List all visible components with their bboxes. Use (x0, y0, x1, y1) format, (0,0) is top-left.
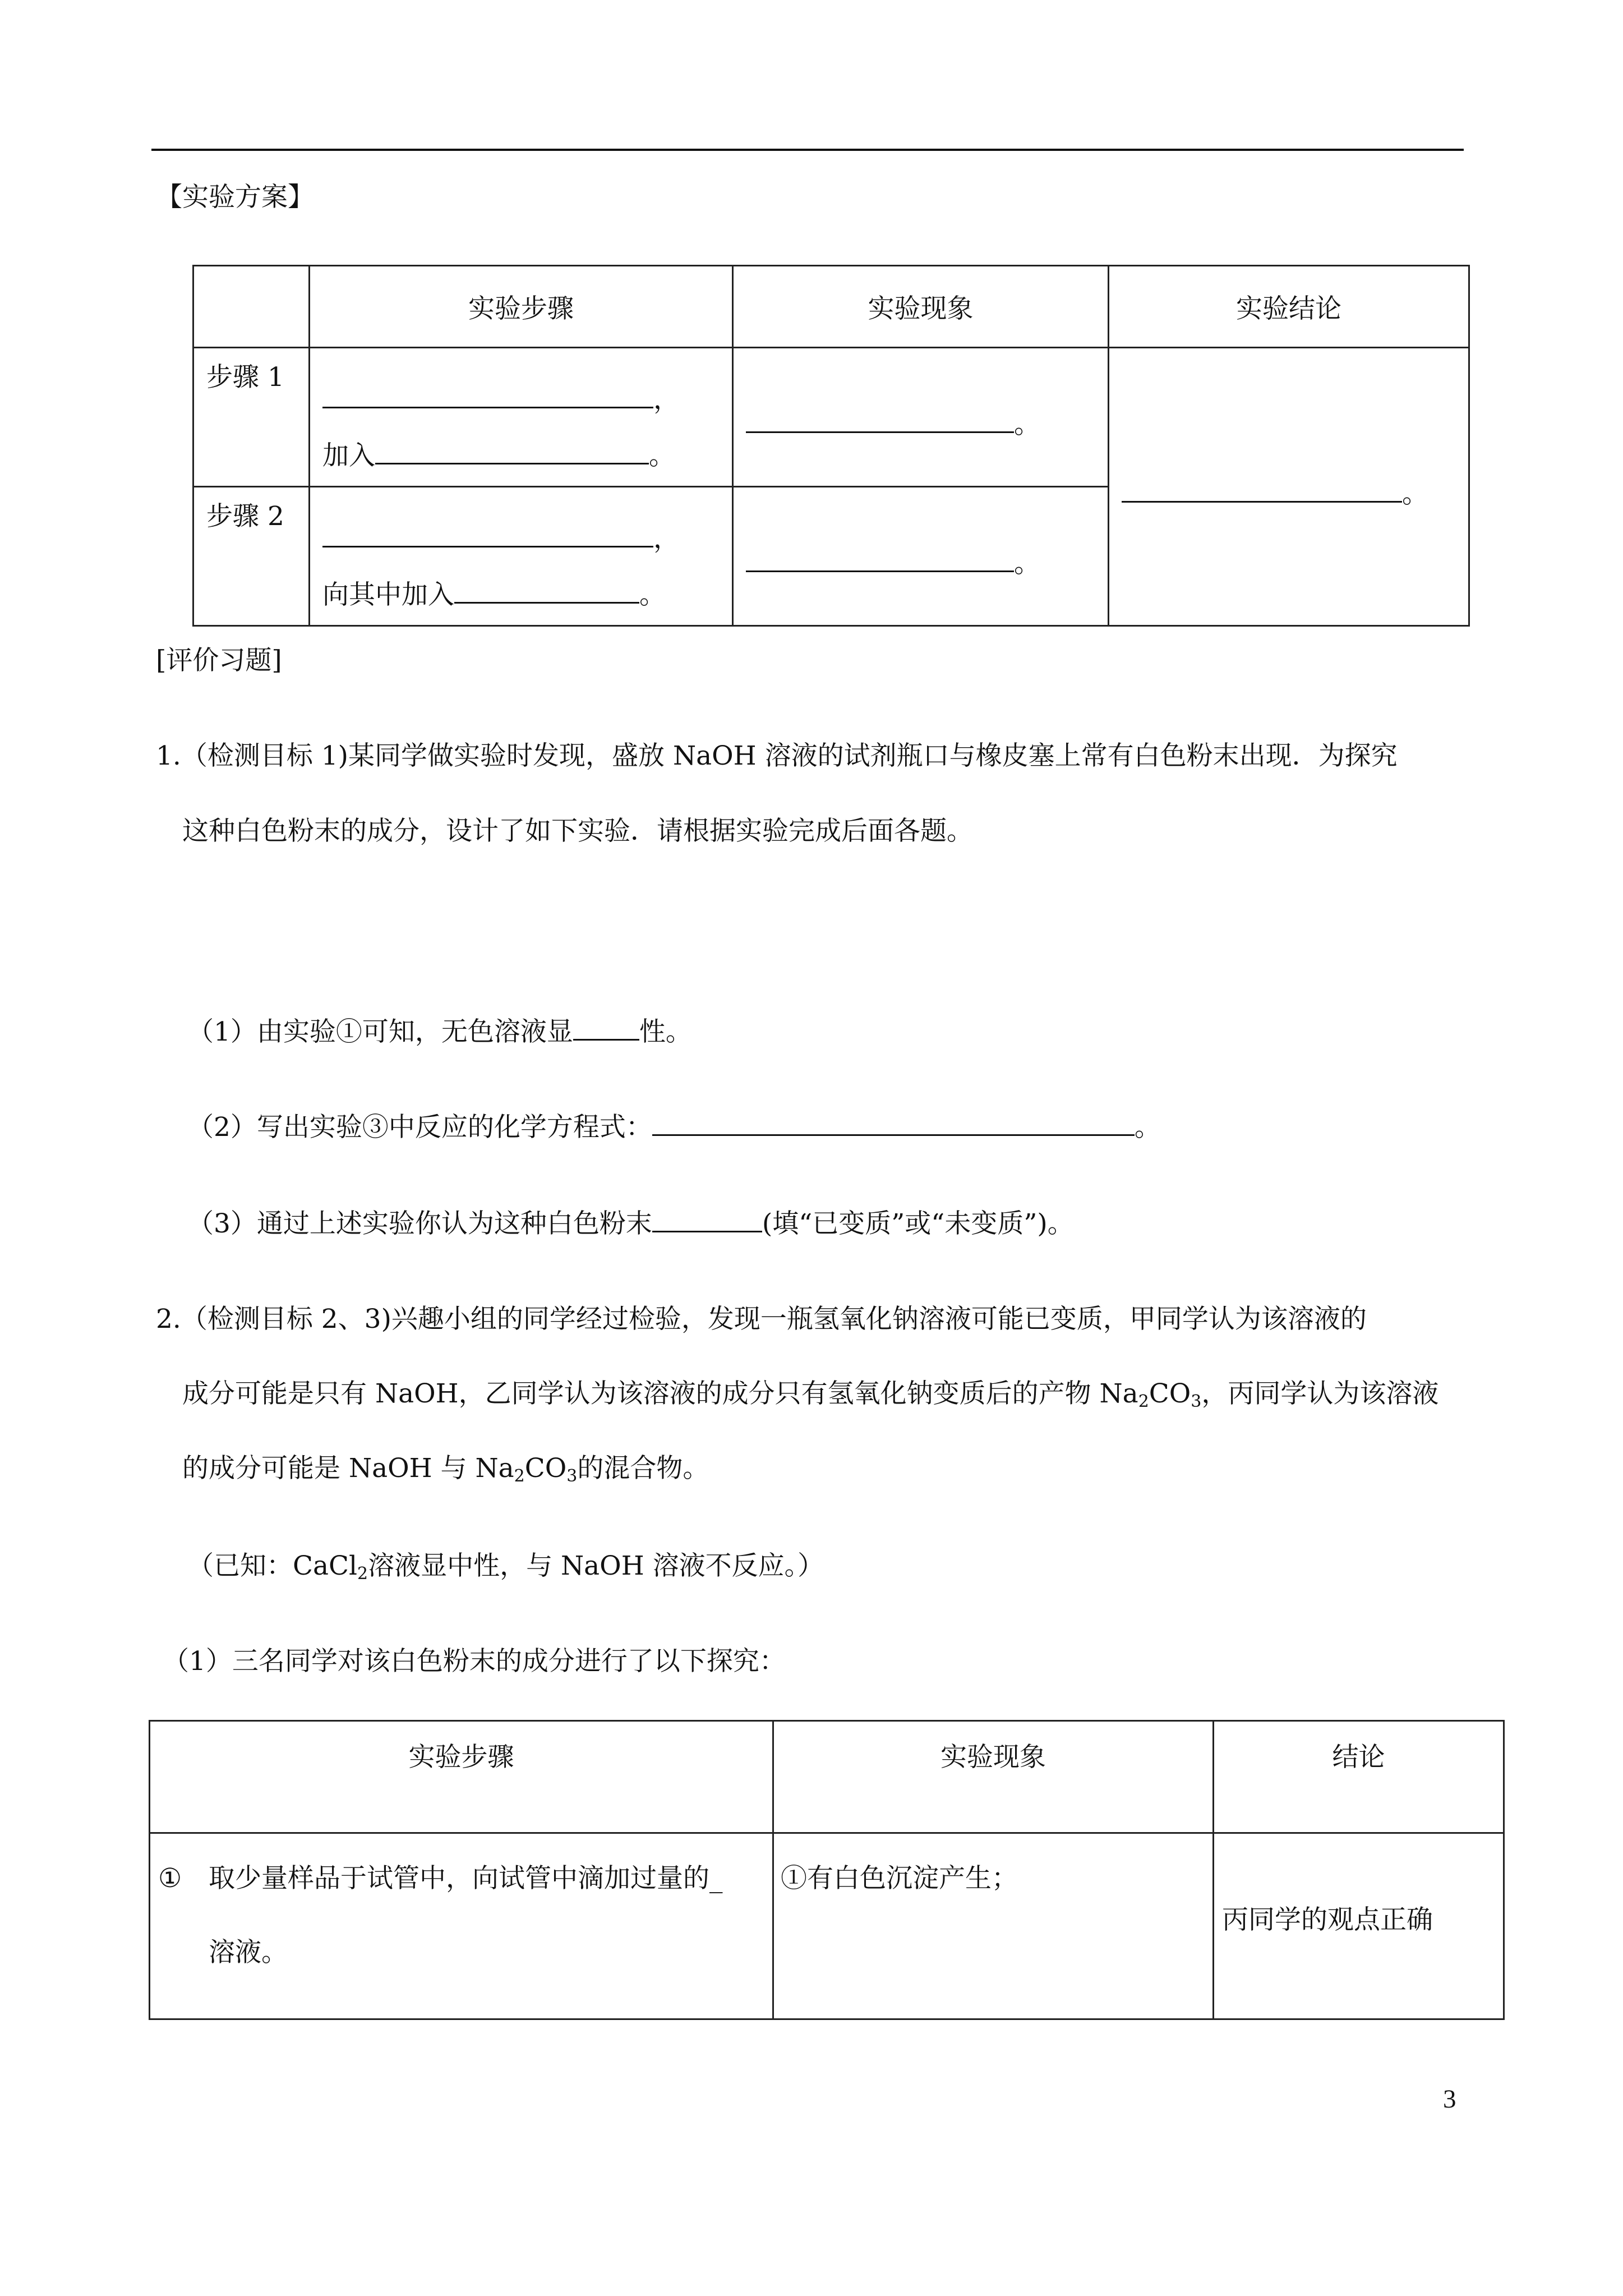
q2-note: （已知：CaCl$_2$溶液显中性，与 NaOH 溶液不反应。） (187, 1550, 824, 1584)
fill-blank[interactable] (1122, 476, 1402, 503)
exploration-table (149, 1720, 1505, 2020)
fill-blank[interactable] (746, 407, 1014, 433)
table2-header-steps: 实验步骤 (150, 1721, 773, 1833)
table1-header-steps: 实验步骤 (310, 266, 733, 348)
fill-blank[interactable] (454, 577, 639, 604)
fill-blank[interactable] (322, 521, 653, 547)
row1-step-line1: ， (322, 382, 680, 417)
table1-header-blank (193, 266, 310, 348)
fill-blank[interactable] (746, 546, 1014, 572)
q1-sub2: （2）写出实验③中反应的化学方程式： 。 (187, 1110, 1161, 1144)
table1-row2-label: 步骤 2 (193, 487, 310, 626)
q1-sub1: （1）由实验①可知，无色溶液显 性。 (187, 1014, 692, 1049)
table1-row2-phenomenon: 。 (733, 487, 1109, 626)
experiment-plan-table (192, 265, 1470, 627)
q2-stem-line1: 2.（检测目标 2、3)兴趣小组的同学经过检验，发现一瓶氢氧化钠溶液可能已变质，甲同学认为该溶液的 (156, 1304, 1367, 1335)
page-number: 3 (1443, 2085, 1456, 2114)
q1-stem-line2: 这种白色粉末的成分，设计了如下实验．请根据实验完成后面各题。 (182, 816, 973, 846)
table1-row1-phenomenon: 。 (733, 348, 1109, 487)
table1-conclusion-cell: 。 (1109, 348, 1469, 626)
header-rule (151, 149, 1464, 151)
table2-row1-phenomenon: ①有白色沉淀产生； (773, 1833, 1214, 2019)
section-heading-evaluation: [评价习题] (156, 645, 282, 676)
q1-sub3: （3）通过上述实验你认为这种白色粉末 (填“已变质”或“未变质”)。 (187, 1206, 1074, 1241)
fill-blank[interactable] (652, 1110, 1135, 1136)
fill-blank[interactable] (375, 438, 649, 464)
fill-blank[interactable] (573, 1014, 639, 1041)
fill-blank[interactable] (322, 382, 653, 408)
section-heading-plan: 【实验方案】 (156, 182, 314, 213)
table1-header-conclusion: 实验结论 (1109, 266, 1469, 348)
step-line1: 取少量样品于试管中，向试管中滴加过量的_ (209, 1863, 723, 1894)
table1-row1-label: 步骤 1 (193, 348, 310, 487)
table2-header-phenomenon: 实验现象 (773, 1721, 1214, 1833)
row1-step-line2: 加入 。 (322, 438, 675, 473)
table2-header-conclusion: 结论 (1214, 1721, 1504, 1833)
table2-row1-steps (150, 1833, 773, 2019)
table1-header-phenomenon: 实验现象 (733, 266, 1109, 348)
q2-stem-line2: 成分可能是只有 NaOH，乙同学认为该溶液的成分只有氢氧化钠变质后的产物 $Na_2CO_3$，丙同学认为该溶液 (182, 1378, 1439, 1411)
q2-stem-line3: 的成分可能是 NaOH 与 $Na_2CO_3$的混合物。 (182, 1453, 709, 1486)
row2-step-line1: ， (322, 521, 680, 556)
q2-sub1: （1）三名同学对该白色粉末的成分进行了以下探究： (163, 1646, 786, 1677)
table1-row1-steps (310, 348, 733, 487)
table1-row2-steps (310, 487, 733, 626)
q1-stem-line1: 1.（检测目标 1)某同学做实验时发现，盛放 NaOH 溶液的试剂瓶口与橡皮塞上常有白色粉末出现．为探究 (156, 740, 1398, 771)
step-line2: 溶液。 (209, 1937, 288, 1968)
table2-row1-conclusion: 丙同学的观点正确 (1214, 1833, 1504, 2019)
step-number: ① (158, 1863, 182, 1894)
fill-blank[interactable] (652, 1206, 762, 1232)
row2-step-line2: 向其中加入 。 (322, 577, 666, 612)
